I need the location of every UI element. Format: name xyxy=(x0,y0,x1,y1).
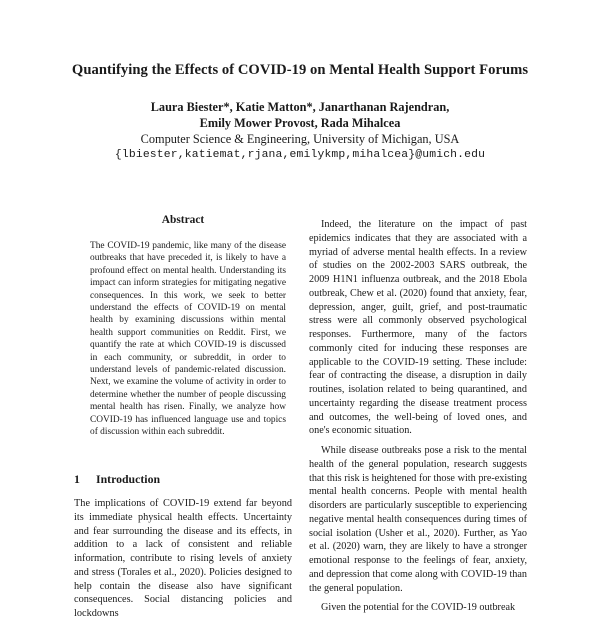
right-column xyxy=(309,218,527,615)
paper-title: Quantifying the Effects of COVID-19 on Mental Health Support Forums xyxy=(71,62,529,78)
authors-line-2: Emily Mower Provost, Rada Mihalcea xyxy=(199,116,401,130)
author-emails: {lbiester,katiemat,rjana,emilykmp,mihalcea}@umich.edu xyxy=(114,149,486,161)
right-paragraph-1: Indeed, the literature on the impact of past epidemics indicates that they are associated with a myriad of adverse mental health effects. In a review of studies on the 2002-2003 SARS outbreak, the 2009 H1N1 influenza outbreak, and the 2018 Ebola outbreak, Chew et al. (2020) found that anxiety, fear, depression, anger, guilt, grief, and post-traumatic stress were all commonly observed psychological responses. Furthermore, many of the factors commonly cited for inducing these responses are applicable to the COVID-19 setting. These include: fear of contracting the disease, a disruption in daily routines, isolation related to being quarantined, and uncertainty regarding the disease treatment process and outcomes, the well-being of loved ones, and one's economic situation. xyxy=(309,219,527,437)
right-paragraph-2: While disease outbreaks pose a risk to the mental health of the general population, research suggests that this risk is heightened for those with pre-existing mental health concerns. People with mental health disorders are particularly susceptible to experiencing negative mental health consequences during times of social isolation (Usher et al., 2020). Further, as Yao et al. (2020) warn, they are likely to have a stronger emotional response to the feelings of fear, anxiety, and depression that come along with COVID-19 than the general population. xyxy=(309,445,527,594)
author-block xyxy=(0,99,600,163)
section-number: 1 xyxy=(74,472,80,486)
section-heading-introduction xyxy=(74,472,292,487)
abstract-text: The COVID-19 pandemic, like many of the disease outbreaks that have preceded it, is likely to have a profound effect on mental health. Understanding its impact can inform strategies for mitigating negative consequences. In this work, we seek to better understand the effects of COVID-19 on mental health by examining discussions within mental health support communities on Reddit. First, we quantify the rate at which COVID-19 is discussed in each community, or subreddit, in order to understand levels of pandemic-related discussion. Next, we examine the volume of activity in order to determine whether the number of people discussing mental health has risen. Finally, we analyze how COVID-19 has influenced language use and topics of discussion within each subreddit. xyxy=(90,241,286,438)
section-title: Introduction xyxy=(96,472,161,486)
authors-line-1: Laura Biester*, Katie Matton*, Janarthanan Rajendran, xyxy=(150,100,450,114)
abstract-heading: Abstract xyxy=(161,214,205,226)
right-paragraph-3: Given the potential for the COVID-19 outbreak xyxy=(321,602,516,614)
introduction-paragraph: The implications of COVID-19 extend far beyond its immediate physical health effects. Uncertainty and fear surrounding the disease and its effects, in addition to a lack of consistent and reliable information, contribute to rising levels of anxiety and stress (Torales et al., 2020). Policies designed to help contain the disease also have significant consequences. Social distancing policies and lockdowns xyxy=(74,498,292,619)
affiliation: Computer Science & Engineering, University of Michigan, USA xyxy=(140,132,460,146)
introduction-text xyxy=(74,497,292,621)
